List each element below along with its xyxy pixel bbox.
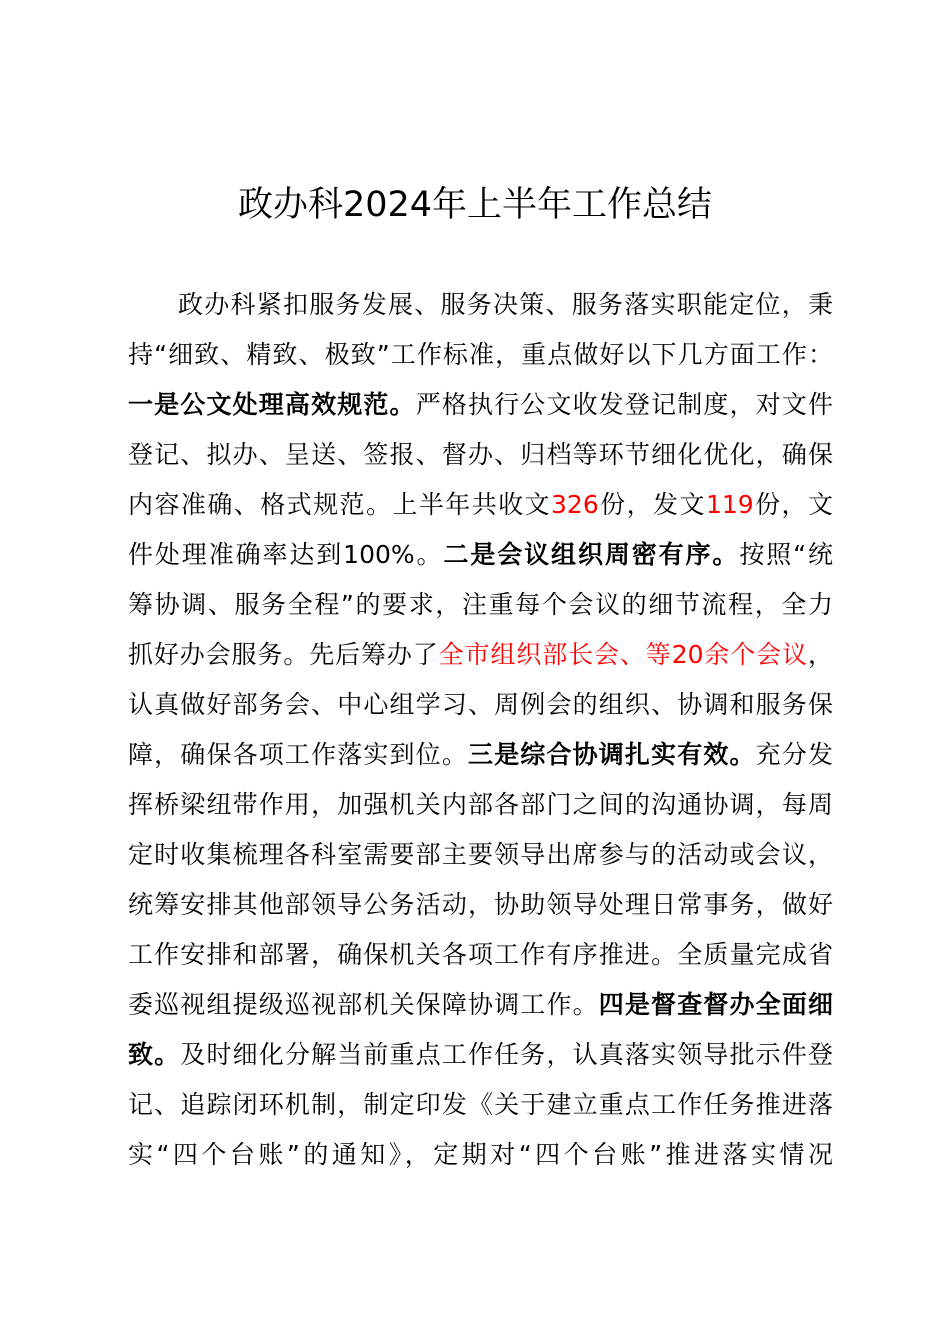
text-segment: 内容准确、格式规范。上半年共收文 xyxy=(128,490,552,519)
issued-count: 119 xyxy=(705,490,754,519)
text-segment: 严格执行公文收发登记制度，对文件 xyxy=(415,390,833,419)
text-line xyxy=(128,280,833,330)
text-line xyxy=(128,330,833,380)
text-segment: 件处理准确率达到100%。 xyxy=(128,540,444,569)
section-heading-3: 三是综合协调扎实有效。 xyxy=(467,740,756,769)
text-segment: 工作安排和部署，确保机关各项工作有序推进。全质量完成省 xyxy=(128,940,833,969)
text-line xyxy=(128,1080,833,1130)
section-heading-4: 四是督查督办全面细 xyxy=(598,990,833,1019)
text-segment: 持“细致、精致、极致”工作标准，重点做好以下几方面工作： xyxy=(128,340,833,369)
text-segment: 政办科紧扣服务发展、服务决策、服务落实职能定位，秉 xyxy=(178,290,833,319)
text-segment: 筹协调、服务全程”的要求，注重每个会议的细节流程，全力 xyxy=(128,590,833,619)
text-line xyxy=(128,730,833,780)
text-segment: 记、追踪闭环机制，制定印发《关于建立重点工作任务推进落 xyxy=(128,1090,833,1119)
text-line xyxy=(128,980,833,1030)
text-line xyxy=(128,580,833,630)
text-segment: 及时细化分解当前重点工作任务，认真落实领导批示件登 xyxy=(180,1040,833,1069)
text-segment: 挥桥梁纽带作用，加强机关内部各部门之间的沟通协调，每周 xyxy=(128,790,833,819)
text-line xyxy=(128,830,833,880)
text-segment: 认真做好部务会、中心组学习、周例会的组织、协调和服务保 xyxy=(128,690,833,719)
text-line xyxy=(128,530,833,580)
text-line xyxy=(128,380,833,430)
text-segment: 委巡视组提级巡视部机关保障协调工作。 xyxy=(128,990,599,1019)
section-heading-4-end: 致。 xyxy=(128,1040,181,1069)
text-segment: 统筹安排其他部领导公务活动，协助领导处理日常事务，做好 xyxy=(128,890,833,919)
section-heading-2: 二是会议组织周密有序。 xyxy=(443,540,740,569)
text-line xyxy=(128,430,833,480)
text-segment: 充分发 xyxy=(755,740,833,769)
text-line xyxy=(128,1030,833,1080)
text-line xyxy=(128,680,833,730)
text-segment: 实“四个台账”的通知》，定期对“四个台账”推进落实情况 xyxy=(128,1140,833,1169)
document-body xyxy=(128,280,833,1180)
text-segment: 障，确保各项工作落实到位。 xyxy=(128,740,468,769)
text-line xyxy=(128,630,833,680)
text-line xyxy=(128,480,833,530)
document-title: 政办科2024年上半年工作总结 xyxy=(237,185,713,225)
text-segment: 份，文 xyxy=(753,490,833,519)
text-line xyxy=(128,780,833,830)
text-segment: 定时收集梳理各科室需要部主要领导出席参与的活动或会议， xyxy=(128,840,833,869)
text-line xyxy=(128,880,833,930)
text-line xyxy=(128,930,833,980)
text-line xyxy=(128,1130,833,1180)
section-heading-1: 一是公文处理高效规范。 xyxy=(128,390,416,419)
text-segment: 登记、拟办、呈送、签报、督办、归档等环节细化优化，确保 xyxy=(128,440,833,469)
text-segment: ， xyxy=(807,640,833,669)
meeting-highlight: 全市组织部长会、等20余个会议 xyxy=(438,640,808,669)
text-segment: 抓好办会服务。先后筹办了 xyxy=(128,640,439,669)
text-segment: 按照“统 xyxy=(739,540,833,569)
text-segment: 份，发文 xyxy=(598,490,706,519)
received-count: 326 xyxy=(551,490,599,519)
